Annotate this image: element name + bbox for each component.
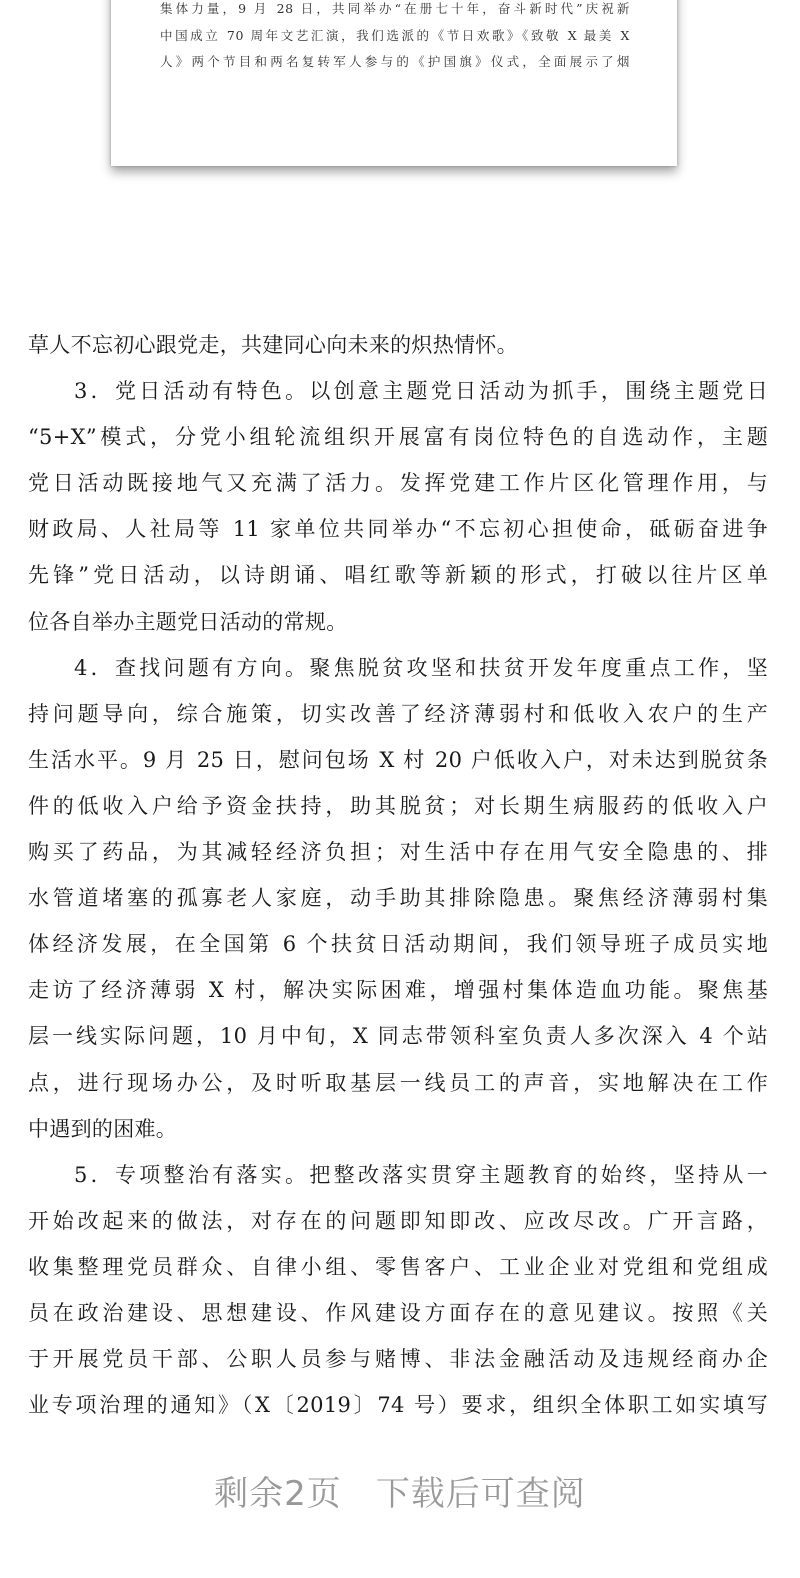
paragraph-5-heading: 5．专项整治有落实。把整改落实贯穿主题教育的始终，坚持从一 (74, 1162, 768, 1187)
preview-line: 集体力量，9 月 28 日，共同举办“在册七十年，奋斗新时代”庆祝新 (160, 1, 630, 16)
body-line: 走访了经济薄弱 X 村，解决实际困难，增强村集体造血功能。聚焦基 (28, 978, 768, 1003)
preview-text (160, 0, 630, 76)
body-line: 件的低收入户给予资金扶持，助其脱贫；对长期生病服药的低收入户 (28, 793, 768, 818)
preview-line: 人》两个节目和两名复转军人参与的《护国旗》仪式，全面展示了烟 (160, 54, 630, 69)
document-preview-card (111, 0, 677, 166)
body-line: “5+X”模式，分党小组轮流组织开展富有岗位特色的自选动作，主题 (28, 425, 768, 450)
paragraph-3-heading: 3．党日活动有特色。以创意主题党日活动为抓手，围绕主题党日 (74, 379, 768, 404)
document-body (28, 322, 768, 1428)
body-line: 草人不忘初心跟党走，共建同心向未来的炽热情怀。 (28, 333, 518, 357)
body-line: 员在政治建设、思想建设、作风建设方面存在的意见建议。按照《关 (28, 1300, 768, 1325)
body-line: 开始改起来的做法，对存在的问题即知即改、应改尽改。广开言路， (28, 1208, 768, 1233)
remaining-pages-notice[interactable] (0, 1466, 800, 1515)
body-line: 水管道堵塞的孤寡老人家庭，动手助其排除隐患。聚焦经济薄弱村集 (28, 886, 768, 911)
body-line: 党日活动既接地气又充满了活力。发挥党建工作片区化管理作用，与 (28, 471, 768, 496)
download-to-view-label: 下载后可查阅 (375, 1474, 586, 1514)
body-line: 层一线实际问题，10 月中旬，X 同志带领科室负责人多次深入 4 个站 (28, 1024, 768, 1049)
body-line: 收集整理党员群众、自律小组、零售客户、工业企业对党组和党组成 (28, 1254, 768, 1279)
body-line: 生活水平。9 月 25 日，慰问包场 X 村 20 户低收入户，对未达到脱贫条 (28, 747, 768, 772)
body-line: 体经济发展，在全国第 6 个扶贫日活动期间，我们领导班子成员实地 (28, 932, 768, 957)
body-line: 持问题导向，综合施策，切实改善了经济薄弱村和低收入农户的生产 (28, 701, 768, 726)
body-line: 位各自举办主题党日活动的常规。 (28, 609, 348, 634)
body-line: 中遇到的困难。 (28, 1116, 178, 1141)
body-line: 点，进行现场办公，及时听取基层一线员工的声音，实地解决在工作 (28, 1070, 768, 1095)
preview-line: 中国成立 70 周年文艺汇演，我们选派的《节日欢歌》《致敬 X 最美 X (160, 27, 630, 43)
body-line: 业专项治理的通知》（X〔2019〕74 号）要求，组织全体职工如实填写 (28, 1393, 768, 1418)
paragraph-4-heading: 4．查找问题有方向。聚焦脱贫攻坚和扶贫开发年度重点工作，坚 (74, 655, 768, 680)
body-line: 财政局、人社局等 11 家单位共同举办“不忘初心担使命，砥砺奋进争 (28, 517, 768, 542)
body-line: 先锋”党日活动，以诗朗诵、唱红歌等新颖的形式，打破以往片区单 (28, 563, 768, 588)
body-line: 购买了药品，为其减轻经济负担；对生活中存在用气安全隐患的、排 (28, 840, 768, 865)
remaining-pages-label: 剩余2页 (214, 1474, 342, 1514)
body-line: 于开展党员干部、公职人员参与赌博、非法金融活动及违规经商办企 (28, 1347, 768, 1372)
